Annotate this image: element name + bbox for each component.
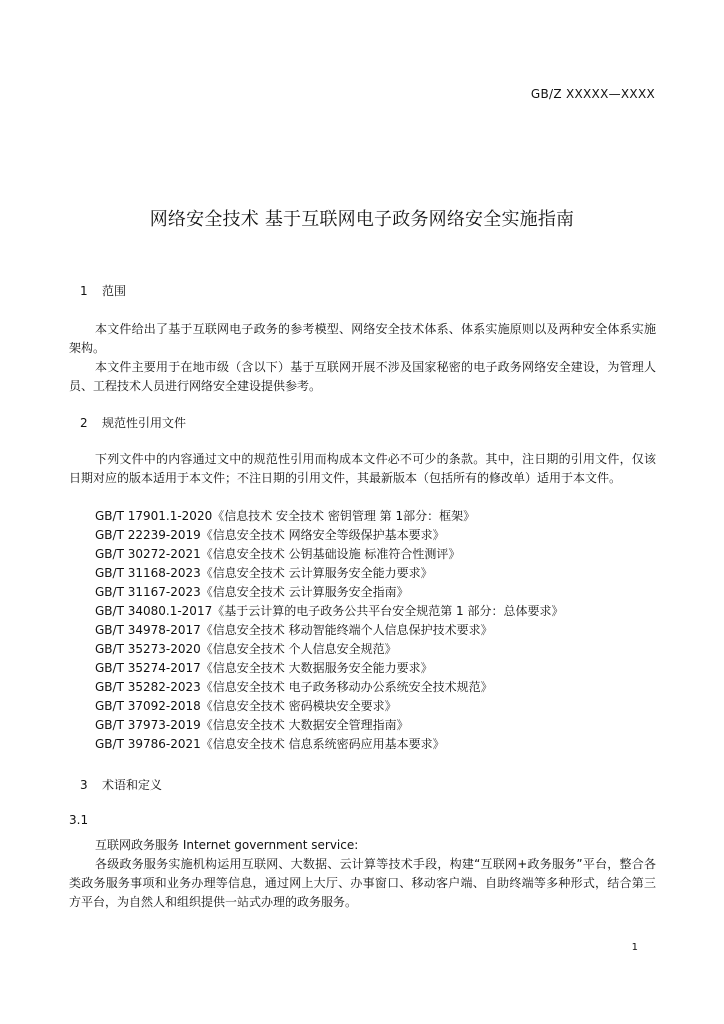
- section-number: 2: [80, 416, 88, 430]
- standard-code: GB/Z XXXXX—XXXX: [530, 87, 655, 101]
- reference-item: GB/T 31167-2023《信息安全技术 云计算服务安全指南》: [95, 585, 409, 599]
- reference-item: GB/T 22239-2019《信息安全技术 网络安全等级保护基本要求》: [95, 528, 445, 542]
- section-number: 1: [80, 284, 88, 298]
- normative-reference-list: [95, 507, 563, 754]
- reference-item: GB/T 17901.1-2020《信息技术 安全技术 密钥管理 第 1部分：框架》: [95, 509, 476, 523]
- reference-item: GB/T 35273-2020《信息安全技术 个人信息安全规范》: [95, 642, 397, 656]
- reference-item: GB/T 37973-2019《信息安全技术 大数据安全管理指南》: [95, 718, 409, 732]
- scope-paragraph-1: 本文件给出了基于互联网电子政务的参考模型、网络安全技术体系、体系实施原则以及两种安全体系实施架构。: [69, 322, 656, 355]
- section-2-heading: [80, 414, 186, 431]
- reference-item: GB/T 34978-2017《信息安全技术 移动智能终端个人信息保护技术要求》: [95, 623, 493, 637]
- reference-item: GB/T 31168-2023《信息安全技术 云计算服务安全能力要求》: [95, 566, 433, 580]
- section-1-heading: [80, 282, 126, 299]
- section-title: 术语和定义: [102, 778, 163, 792]
- page-number: 1: [631, 942, 638, 953]
- term-definition: 各级政务服务实施机构运用互联网、大数据、云计算等技术手段，构建“互联网+政务服务”平台，整合各类政务服务事项和业务办理等信息，通过网上大厅、办事窗口、移动客户端、自助终端等多种形式，结合第三方平台，为自然人和组织提供一站式办理的政务服务。: [69, 857, 656, 909]
- reference-item: GB/T 30272-2021《信息安全技术 公钥基础设施 标准符合性测评》: [95, 547, 461, 561]
- section-title: 规范性引用文件: [102, 416, 187, 430]
- term-name: 互联网政务服务 Internet government service:: [95, 838, 359, 852]
- reference-item: GB/T 35282-2023《信息安全技术 电子政务移动办公系统安全技术规范》: [95, 680, 493, 694]
- normative-intro-paragraph: 下列文件中的内容通过文中的规范性引用而构成本文件必不可少的条款。其中，注日期的引用文件，仅该日期对应的版本适用于本文件；不注日期的引用文件，其最新版本（包括所有的修改单）适用于本文件。: [69, 452, 656, 485]
- section-number: 3: [80, 778, 88, 792]
- reference-item: GB/T 35274-2017《信息安全技术 大数据服务安全能力要求》: [95, 661, 433, 675]
- scope-paragraph-2: 本文件主要用于在地市级（含以下）基于互联网开展不涉及国家秘密的电子政务网络安全建设，为管理人员、工程技术人员进行网络安全建设提供参考。: [69, 360, 656, 393]
- reference-item: GB/T 39786-2021《信息安全技术 信息系统密码应用基本要求》: [95, 737, 445, 751]
- reference-item: GB/T 37092-2018《信息安全技术 密码模块安全要求》: [95, 699, 397, 713]
- section-3-heading: [80, 776, 162, 793]
- clause-number: 3.1: [69, 813, 89, 827]
- reference-item: GB/T 34080.1-2017《基于云计算的电子政务公共平台安全规范第 1 部分：总体要求》: [95, 604, 564, 618]
- section-title: 范围: [102, 284, 127, 298]
- document-title: 网络安全技术 基于互联网电子政务网络安全实施指南: [149, 209, 575, 230]
